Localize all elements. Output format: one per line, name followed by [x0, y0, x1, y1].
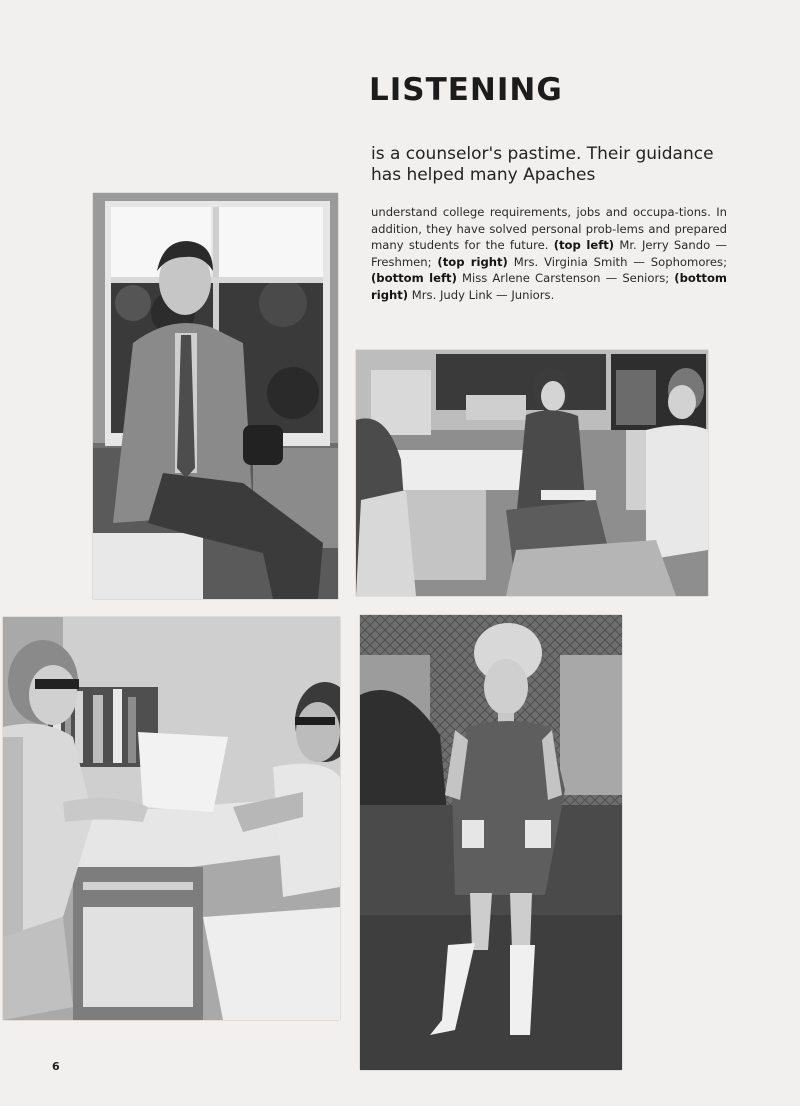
caption-position-bottom-right: (bottom right): [371, 271, 727, 302]
photo-top-right-image: [356, 350, 708, 596]
caption-paragraph: [371, 204, 727, 304]
page-number: 6: [52, 1060, 60, 1073]
photo-bottom-left-image: [3, 617, 340, 1020]
caption-position-top-left: (top left): [553, 238, 615, 253]
photo-top-left-image: [93, 193, 338, 599]
photo-bottom-right: [360, 615, 622, 1070]
page-title: LISTENING: [369, 72, 563, 108]
photo-bottom-left: [3, 617, 340, 1020]
photo-top-right: [356, 350, 708, 596]
caption-entry-top-left: Mr. Jerry Sando — Freshmen;: [371, 238, 727, 269]
caption-entry-bottom-right: Mrs. Judy Link — Juniors.: [408, 287, 555, 302]
caption-intro: understand college requirements, jobs and occupa-tions. In addition, they have solved personal prob-lems and prepared many students for the future.: [371, 205, 727, 253]
caption-position-top-right: (top right): [437, 254, 508, 269]
caption-position-bottom-left: (bottom left): [371, 271, 457, 286]
photo-top-left: [93, 193, 338, 599]
photo-bottom-right-image: [360, 615, 622, 1070]
caption-entry-bottom-left: Miss Arlene Carstenson — Seniors;: [456, 271, 675, 286]
caption-entry-top-right: Mrs. Virginia Smith — Sophomores;: [507, 254, 727, 269]
page-subtitle: is a counselor's pastime. Their guidance has helped many Apaches: [371, 144, 714, 185]
